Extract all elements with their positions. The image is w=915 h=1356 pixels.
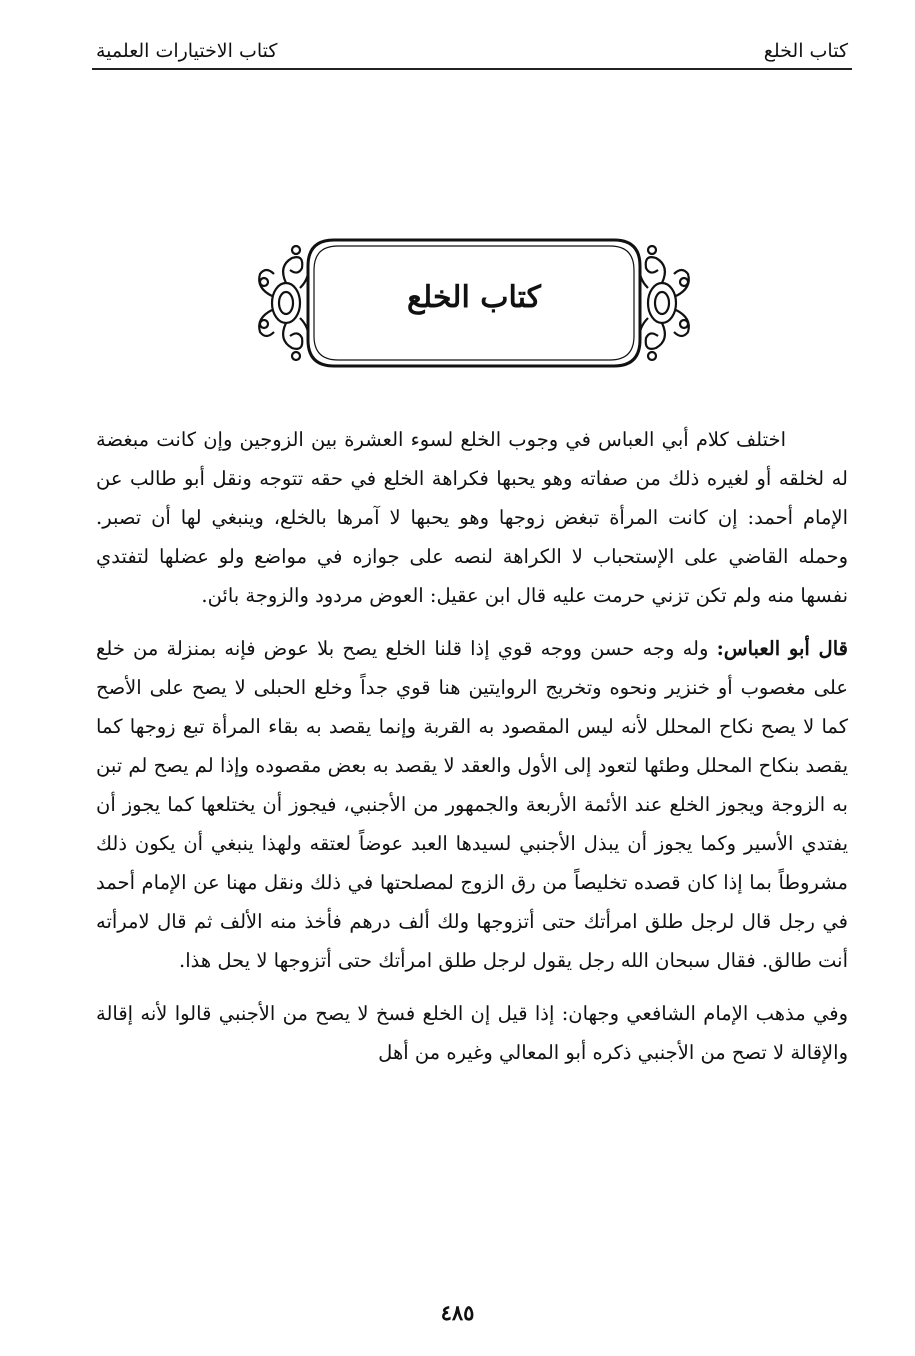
paragraph-lead: قال أبو العباس:	[716, 637, 848, 660]
page-number: ٤٨٥	[440, 1300, 475, 1325]
paragraph-3	[96, 994, 848, 1072]
paragraph-text: وله وجه حسن ووجه قوي إذا قلنا الخلع يصح بلا عوض فإنه بمنزلة من خلع على مغصوب أو خنزير ونحوه وتخريج الروايتين هنا قوي جداً وخلع الحبلى لا يصح على الأصح كما لا يصح نكاح المحلل لأنه ليس المقصود به القربة وإنما يقصد به بقاء المرأة تبع زوجها كما يقصد بنكاح المحلل وطئها لتعود إلى الأول والعقد لا يقصد به بعض مقصوده وإذا لم يصح لم تبن به الزوجة ويجوز الخلع عند الأئمة الأربعة والجمهور من الأجنبي، فيجوز أن يختلعها كما يجوز أن يفتدي الأسير وكما يجوز أن يبذل الأجنبي لسيدها العبد عوضاً لعتقه ولهذا ينبغي أن يكون ذلك مشروطاً بما إذا كان قصده تخليصاً من رق الزوج لمصلحتها في ذلك ونقل مهنا عن الإمام أحمد في رجل قال لرجل طلق امرأتك حتى أتزوجها ولك ألف درهم فأخذ منه الألف ثم قال لامرأته أنت طالق. فقال سبحان الله رجل يقول لرجل طلق امرأتك حتى أتزوجها لا يحل هذا.	[96, 637, 848, 972]
header-book-title: كتاب الاختيارات العلمية	[96, 40, 278, 62]
chapter-title: كتاب الخلع	[407, 280, 541, 315]
body-text	[96, 420, 848, 1086]
paragraph-2	[96, 629, 848, 980]
paragraph-1	[96, 420, 848, 615]
paragraph-text: اختلف كلام أبي العباس في وجوب الخلع لسوء العشرة بين الزوجين وإن كانت مبغضة له لخلقه أو لغيره ذلك من صفاته وهو يحبها فكراهة الخلع في حقه تتوجه ونقل أبو طالب عن الإمام أحمد: إن كانت المرأة تبغض زوجها وهو يحبها لا آمرها بالخلع، وينبغي لها أن تصبر. وحمله القاضي على الإستحباب لا الكراهة لنصه على جوازه في مواضع ولو عضلها لتفتدي نفسها منه ولم تكن تزني حرمت عليه قال ابن عقيل: العوض مردود والزوجة بائن.	[96, 428, 848, 607]
running-header	[92, 36, 852, 70]
header-chapter-title: كتاب الخلع	[763, 40, 848, 62]
paragraph-text: وفي مذهب الإمام الشافعي وجهان: إذا قيل إن الخلع فسخ لا يصح من الأجنبي قالوا لأنه إقالة والإقالة لا تصح من الأجنبي ذكره أبو المعالي وغيره من أهل	[96, 1002, 848, 1064]
chapter-title-cartouche	[248, 228, 700, 378]
